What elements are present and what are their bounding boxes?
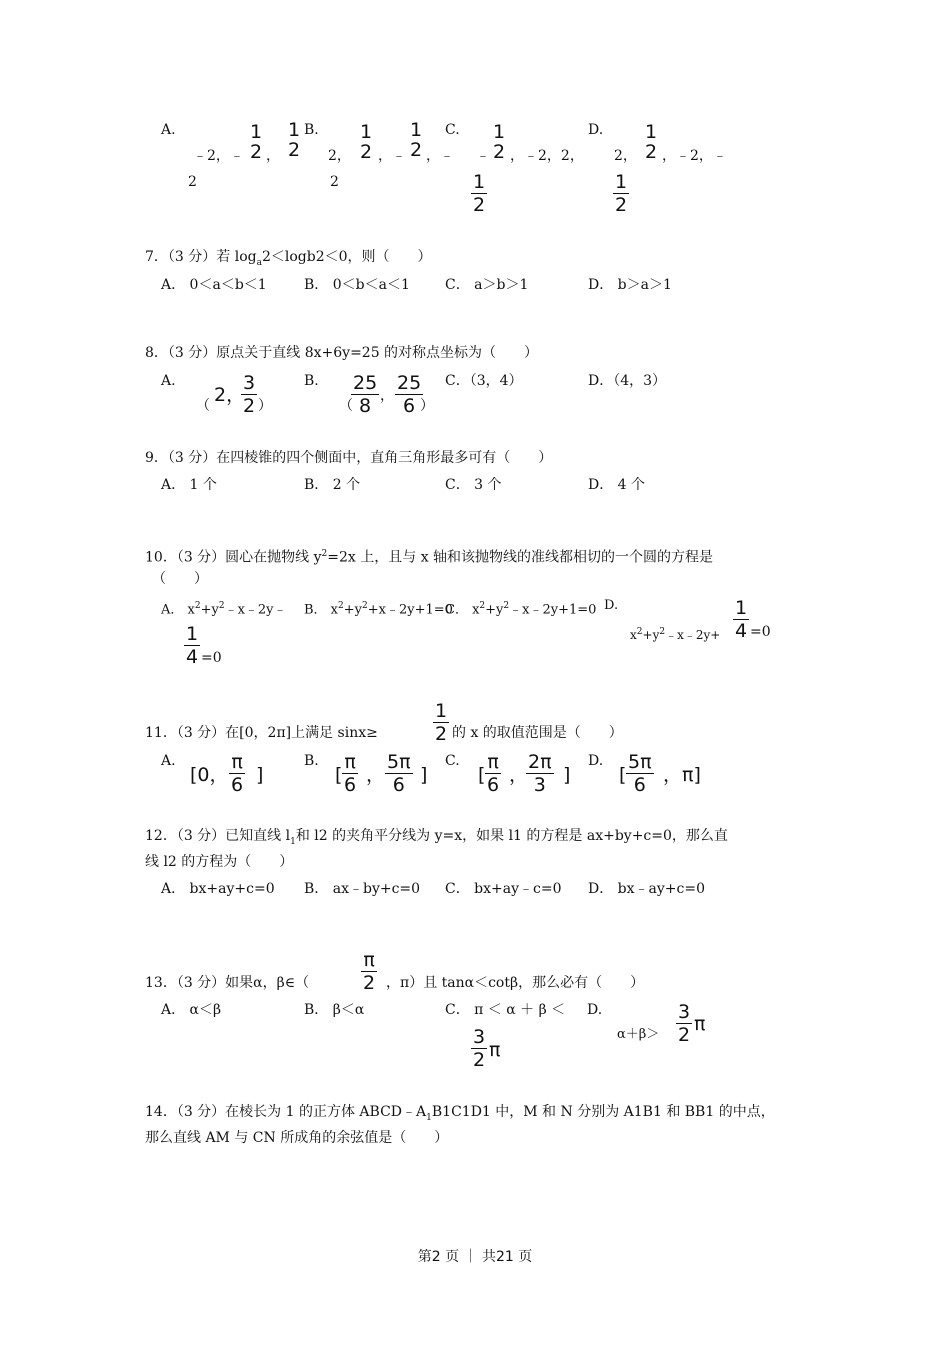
q8-stem: 8．（3 分）原点关于直线 8x+6y=25 的对称点坐标为（ ） bbox=[145, 345, 539, 361]
stem-text: 7．（3 分）若 log bbox=[145, 249, 257, 265]
superscript: 2 bbox=[321, 549, 328, 559]
q11-option-b-comma: ， bbox=[366, 764, 386, 786]
denominator: 2 bbox=[250, 141, 263, 163]
q6-option-b-label: B. bbox=[304, 122, 319, 138]
q10-option-d-text bbox=[630, 624, 720, 643]
q10-stem-line2: （ ） bbox=[152, 571, 208, 587]
q6-option-c-label: C. bbox=[445, 122, 460, 138]
q7-option-a: A． 0＜a＜b＜1 bbox=[161, 277, 267, 293]
q11-stem-rest: 的 x 的取值范围是（ ） bbox=[452, 725, 623, 741]
q6-option-b-text: 2， bbox=[328, 148, 351, 164]
q6-option-b-line2: 2 bbox=[330, 174, 339, 190]
q11-option-c-frac1 bbox=[485, 752, 501, 795]
denominator: 2 bbox=[360, 141, 373, 163]
q12-option-d: D． bx﹣ay+c=0 bbox=[588, 881, 705, 897]
q11-option-c-open: [ bbox=[478, 764, 486, 786]
q11-option-b-label: B. bbox=[304, 753, 319, 769]
q6-option-d-text: 2， bbox=[614, 148, 637, 164]
option-text-rest: +x﹣2y+1=0 bbox=[367, 602, 453, 618]
q8-option-a-frac bbox=[241, 373, 257, 416]
denominator: 6 bbox=[344, 774, 357, 796]
q6-option-a-frac2 bbox=[286, 120, 302, 160]
q6-option-d-text-b: ，﹣2，﹣ bbox=[662, 148, 727, 164]
numerator: 3 bbox=[473, 1026, 486, 1048]
denominator: 2 bbox=[243, 395, 256, 417]
numerator: 1 bbox=[288, 119, 301, 141]
q6-comma: ， bbox=[266, 148, 280, 164]
q12-option-c: C． bx+ay﹣c=0 bbox=[445, 881, 562, 897]
stem-text: 10．（3 分）圆心在抛物线 y bbox=[145, 549, 322, 566]
denominator: 2 bbox=[493, 141, 506, 163]
denominator: 2 bbox=[473, 1049, 486, 1071]
numerator: π bbox=[363, 949, 375, 971]
q8-option-a-paren: （ bbox=[196, 398, 210, 414]
denominator: 2 bbox=[363, 972, 376, 994]
q11-option-b-frac2 bbox=[385, 752, 413, 795]
q11-option-c-close: ] bbox=[563, 764, 571, 786]
subscript: 1 bbox=[290, 836, 296, 847]
denominator: 6 bbox=[231, 774, 244, 796]
q11-option-a-open: [0， bbox=[190, 764, 229, 786]
option-text: A． x bbox=[161, 602, 195, 618]
numerator: 3 bbox=[678, 1001, 691, 1023]
q6-option-a-text: ﹣2，﹣ bbox=[193, 148, 244, 164]
q13-stem-rest: ，π）且 tanα＜cotβ，那么必有（ ） bbox=[386, 975, 645, 991]
q6-option-d-frac2 bbox=[613, 172, 629, 215]
denominator: 2 bbox=[678, 1024, 691, 1046]
option-text-rest: ﹣x﹣2y+1=0 bbox=[509, 602, 597, 618]
q10-option-a-frac bbox=[184, 624, 200, 667]
option-text: x bbox=[630, 628, 637, 642]
numerator: 1 bbox=[250, 121, 263, 143]
q9-option-b: B． 2 个 bbox=[304, 477, 361, 493]
q6-option-b-frac2 bbox=[408, 120, 424, 160]
q8-option-c: C．（3，4） bbox=[445, 373, 523, 389]
q12-stem-line2: 线 l2 的方程为（ ） bbox=[145, 854, 294, 870]
stem-text-rest: =2x 上，且与 x 轴和该抛物线的准线都相切的一个圆的方程是 bbox=[327, 549, 714, 566]
denominator: 4 bbox=[735, 620, 748, 642]
q12-option-b: B． ax﹣by+c=0 bbox=[304, 881, 421, 897]
q11-option-b-open: [ bbox=[335, 764, 343, 786]
stem-text-rest: B1C1D1 中，M 和 N 分别为 A1B1 和 BB1 的中点， bbox=[431, 1104, 775, 1120]
numerator: 1 bbox=[186, 623, 199, 645]
numerator: 1 bbox=[473, 171, 486, 193]
option-text-mid: +y bbox=[343, 602, 363, 618]
q8-option-a-close: ） bbox=[258, 398, 272, 414]
q6-option-c-text: ﹣ bbox=[476, 148, 490, 164]
q6-option-c-text-b: ，﹣2，2， bbox=[510, 148, 584, 164]
q9-option-a: A． 1 个 bbox=[161, 477, 217, 493]
numerator: 1 bbox=[735, 597, 748, 619]
stem-text: 12．（3 分）已知直线 l bbox=[145, 828, 291, 844]
q6-option-b-frac1 bbox=[358, 122, 374, 162]
page-footer: 第2 页 ｜ 共21 页 bbox=[417, 1249, 533, 1265]
q6-option-d-label: D. bbox=[588, 122, 604, 138]
stem-text-rest: 2＜logb2＜0，则（ ） bbox=[261, 249, 432, 265]
numerator: 3 bbox=[243, 372, 256, 394]
denominator: 2 bbox=[645, 141, 658, 163]
q9-option-d: D． 4 个 bbox=[588, 477, 646, 493]
q10-option-d-tail: =0 bbox=[750, 624, 771, 640]
q10-option-d-frac bbox=[733, 598, 749, 641]
superscript: 2 bbox=[659, 627, 666, 637]
superscript: 2 bbox=[362, 601, 368, 611]
q8-option-d: D．（4，3） bbox=[588, 373, 667, 389]
q12-option-a: A． bx+ay+c=0 bbox=[161, 881, 275, 897]
q12-stem bbox=[145, 828, 728, 850]
numerator: 5π bbox=[387, 751, 411, 773]
q11-option-c-label: C. bbox=[445, 753, 460, 769]
denominator: 6 bbox=[403, 395, 416, 417]
q6-option-c-frac1 bbox=[491, 122, 507, 162]
q13-option-c-pi: π bbox=[489, 1039, 501, 1061]
denominator: 2 bbox=[410, 139, 423, 161]
q6-option-c-frac2 bbox=[471, 172, 487, 215]
q6-option-b-text-c: ，﹣ bbox=[426, 148, 454, 164]
q13-stem: 13．（3 分）如果α，β∈（ bbox=[145, 975, 310, 991]
numerator: 1 bbox=[410, 119, 423, 141]
q13-option-d: α＋β＞ bbox=[617, 1027, 660, 1042]
q11-stem: 11．（3 分）在[0，2π]上满足 sinx≥ bbox=[145, 725, 378, 741]
numerator: 25 bbox=[397, 372, 422, 394]
numerator: π bbox=[231, 751, 243, 773]
denominator: 3 bbox=[533, 774, 546, 796]
q9-stem: 9．（3 分）在四棱锥的四个侧面中，直角三角形最多可有（ ） bbox=[145, 450, 553, 466]
q8-option-b-paren: （ bbox=[339, 398, 353, 414]
q8-option-b-frac1 bbox=[351, 373, 379, 416]
q11-option-a-close: ] bbox=[256, 764, 264, 786]
option-text-rest: ﹣x﹣2y﹣ bbox=[224, 602, 287, 618]
denominator: 8 bbox=[359, 395, 372, 417]
q8-option-b-comma: ， bbox=[380, 388, 394, 404]
superscript: 2 bbox=[338, 601, 344, 611]
q6-option-a-label: A. bbox=[161, 122, 176, 138]
q13-option-d-pi: π bbox=[694, 1013, 706, 1035]
q11-option-d-rest: ，π] bbox=[663, 764, 701, 786]
q8-option-b-close: ） bbox=[420, 398, 434, 414]
q6-option-b-text-b: ，﹣ bbox=[378, 148, 406, 164]
option-text-mid: +y bbox=[642, 628, 660, 642]
numerator: 1 bbox=[645, 121, 658, 143]
denominator: 6 bbox=[633, 774, 646, 796]
q7-option-b: B． 0＜b＜a＜1 bbox=[304, 277, 410, 293]
superscript: 2 bbox=[218, 601, 225, 611]
numerator: 5π bbox=[628, 751, 652, 773]
superscript: 2 bbox=[636, 627, 643, 637]
q13-option-d-label: D. bbox=[587, 1002, 603, 1018]
denominator: 2 bbox=[435, 723, 448, 745]
option-text: B． x bbox=[304, 602, 339, 618]
q6-option-a-frac1 bbox=[248, 122, 264, 162]
option-text-mid: +y bbox=[200, 602, 219, 618]
denominator: 2 bbox=[615, 194, 628, 216]
q11-option-b-close: ] bbox=[420, 764, 428, 786]
denominator: 4 bbox=[186, 646, 199, 668]
q11-option-c-comma: ， bbox=[509, 764, 529, 786]
q8-option-a-label: A. bbox=[161, 373, 176, 389]
q9-option-c: C． 3 个 bbox=[445, 477, 502, 493]
q13-stem-frac bbox=[361, 950, 377, 993]
superscript: 2 bbox=[194, 601, 201, 611]
numerator: 25 bbox=[353, 372, 378, 394]
q11-option-c-frac2 bbox=[526, 752, 554, 795]
q13-option-d-frac bbox=[676, 1002, 692, 1045]
q13-option-a: A． α＜β bbox=[161, 1002, 222, 1018]
subscript: 1 bbox=[426, 1112, 432, 1123]
option-text-rest: ﹣x﹣2y+ bbox=[665, 628, 721, 642]
superscript: 2 bbox=[479, 601, 486, 611]
q7-option-c: C． a＞b＞1 bbox=[445, 277, 529, 293]
q11-stem-frac bbox=[433, 701, 449, 744]
stem-text-rest: 和 l2 的夹角平分线为 y=x，如果 l1 的方程是 ax+by+c=0，那么直 bbox=[295, 828, 728, 844]
denominator: 6 bbox=[392, 774, 405, 796]
denominator: 2 bbox=[473, 194, 486, 216]
q6-option-d-frac1 bbox=[643, 122, 659, 162]
q10-option-a bbox=[161, 598, 287, 618]
numerator: 1 bbox=[435, 700, 448, 722]
q13-option-c-frac bbox=[471, 1027, 487, 1070]
numerator: π bbox=[487, 751, 499, 773]
q11-option-d-label: D. bbox=[588, 753, 604, 769]
q8-option-b-label: B. bbox=[304, 373, 319, 389]
q8-option-b-frac2 bbox=[395, 373, 423, 416]
q7-option-d: D． b＞a＞1 bbox=[588, 277, 672, 293]
option-text-mid: +y bbox=[485, 602, 504, 618]
q11-option-d-open: [ bbox=[619, 764, 627, 786]
numerator: π bbox=[344, 751, 356, 773]
denominator: 6 bbox=[487, 774, 500, 796]
q13-option-c: C． π ＜ α ＋ β ＜ bbox=[445, 1002, 566, 1018]
q11-option-a-label: A. bbox=[161, 753, 176, 769]
q10-stem bbox=[145, 546, 713, 566]
numerator: 1 bbox=[493, 121, 506, 143]
numerator: 2π bbox=[528, 751, 552, 773]
q13-option-b: B． β＜α bbox=[304, 1002, 365, 1018]
stem-text: 14．（3 分）在棱长为 1 的正方体 ABCD﹣A bbox=[145, 1104, 427, 1120]
q14-stem-line2: 那么直线 AM 与 CN 所成角的余弦值是（ ） bbox=[145, 1130, 449, 1146]
subscript: a bbox=[256, 257, 262, 268]
q10-option-c bbox=[445, 598, 596, 618]
q11-option-d-frac bbox=[626, 752, 654, 795]
numerator: 1 bbox=[615, 171, 628, 193]
q10-option-a-tail: =0 bbox=[201, 650, 222, 666]
option-text: C． x bbox=[445, 602, 480, 618]
q11-option-b-frac1 bbox=[342, 752, 358, 795]
superscript: 2 bbox=[503, 601, 510, 611]
q8-option-a-two: 2， bbox=[214, 384, 246, 406]
q10-option-d-label: D. bbox=[604, 598, 619, 613]
q10-option-b bbox=[304, 598, 453, 618]
numerator: 1 bbox=[360, 121, 373, 143]
q7-stem bbox=[145, 249, 432, 271]
q6-option-a-line2: 2 bbox=[188, 174, 197, 190]
q14-stem bbox=[145, 1104, 775, 1126]
q11-option-a-frac bbox=[229, 752, 245, 795]
denominator: 2 bbox=[288, 139, 301, 161]
